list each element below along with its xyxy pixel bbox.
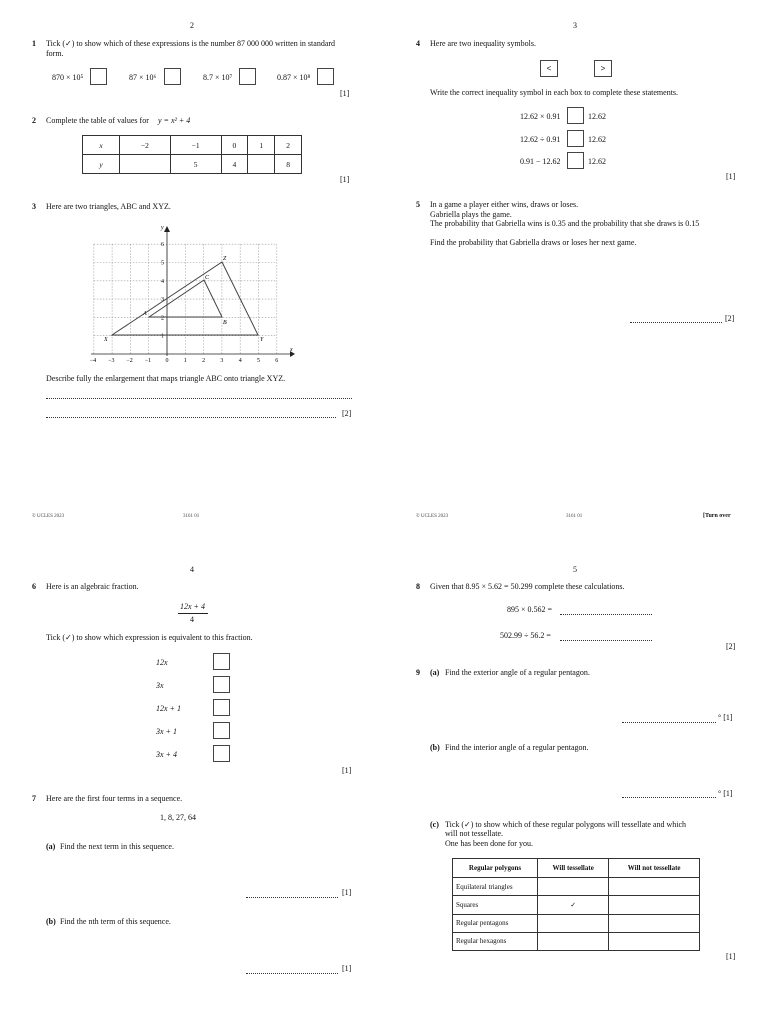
y-value: 4 bbox=[221, 155, 248, 174]
option-label: 87 × 10⁶ bbox=[129, 73, 157, 82]
footer-code: 3161 01 bbox=[566, 514, 583, 519]
question-text: Here are the first four terms in a sequence. bbox=[46, 794, 183, 803]
question-text: Complete the table of values for bbox=[46, 116, 149, 125]
tick-cell[interactable] bbox=[538, 878, 609, 896]
vertex-x-label: X bbox=[104, 337, 108, 343]
statement-left: 0.91 − 12.62 bbox=[520, 157, 561, 166]
tick-box[interactable] bbox=[213, 722, 230, 739]
question-text: Find the next term in this sequence. bbox=[60, 842, 174, 851]
question-text: Tick (✓) to show which of these expressions is the number 87 000 000 written in standard bbox=[46, 39, 336, 48]
y-answer-cell[interactable] bbox=[120, 155, 171, 174]
x-tick-label: −2 bbox=[126, 358, 133, 364]
y-tick-label: 5 bbox=[161, 260, 164, 267]
polygon-name: Equilateral triangles bbox=[453, 878, 538, 896]
part-label: (b) bbox=[46, 917, 56, 926]
x-tick-label: 1 bbox=[183, 358, 187, 364]
tick-cell[interactable] bbox=[538, 932, 609, 950]
marks: ° [1] bbox=[718, 713, 733, 722]
symbol-box[interactable] bbox=[567, 152, 584, 169]
marks: [1] bbox=[726, 952, 736, 961]
y-tick-label: 3 bbox=[161, 297, 164, 304]
answer-line[interactable] bbox=[46, 417, 336, 418]
x-tick-label: 2 bbox=[202, 358, 206, 364]
tick-cell[interactable] bbox=[609, 878, 700, 896]
axis-x-label: x bbox=[290, 347, 293, 353]
footer-copyright: © UCLES 2023 bbox=[416, 514, 449, 519]
vertex-a-label: A bbox=[143, 311, 147, 317]
marks: [2] bbox=[726, 642, 736, 651]
tick-cell[interactable] bbox=[609, 932, 700, 950]
y-tick-label: 1 bbox=[161, 333, 164, 340]
answer-line[interactable] bbox=[560, 640, 652, 641]
vertex-c-label: C bbox=[205, 275, 210, 281]
row-header-y: y bbox=[83, 155, 120, 174]
turn-over: [Turn over bbox=[703, 513, 731, 519]
question-number: 1 bbox=[32, 39, 36, 48]
tick-box[interactable] bbox=[213, 676, 230, 693]
x-tick-label: 4 bbox=[238, 358, 242, 364]
answer-line[interactable] bbox=[630, 322, 722, 323]
question-text: Find the nth term of this sequence. bbox=[60, 917, 171, 926]
option-label: 12x + 1 bbox=[156, 704, 181, 713]
tick-cell[interactable] bbox=[538, 914, 609, 932]
question-text: Find the interior angle of a regular pentagon. bbox=[445, 743, 589, 752]
x-value: 2 bbox=[275, 136, 302, 155]
marks: [1] bbox=[342, 766, 352, 775]
y-value: 5 bbox=[170, 155, 221, 174]
x-value: 0 bbox=[221, 136, 248, 155]
question-text: Gabriella plays the game. bbox=[430, 210, 512, 219]
answer-line[interactable] bbox=[46, 398, 352, 399]
page-number: 3 bbox=[573, 21, 577, 30]
equation: y = x² + 4 bbox=[158, 116, 191, 125]
header-will-not-tessellate: Will not tessellate bbox=[609, 859, 700, 878]
answer-line[interactable] bbox=[246, 973, 338, 974]
part-label: (b) bbox=[430, 743, 440, 752]
symbol-box[interactable] bbox=[567, 107, 584, 124]
statement-right: 12.62 bbox=[588, 157, 606, 166]
x-value: −1 bbox=[170, 136, 221, 155]
answer-line[interactable] bbox=[246, 897, 338, 898]
symbol-box[interactable] bbox=[567, 130, 584, 147]
question-text: Given that 8.95 × 5.62 = 50.299 complete these calculations. bbox=[430, 582, 625, 591]
x-value: 1 bbox=[248, 136, 275, 155]
question-text: Find the exterior angle of a regular pentagon. bbox=[445, 668, 590, 677]
fraction-bar bbox=[178, 613, 208, 614]
answer-line[interactable] bbox=[622, 797, 716, 798]
option-label: 3x + 1 bbox=[156, 727, 177, 736]
axis-y-label: y bbox=[161, 225, 164, 231]
greater-than-symbol: > bbox=[594, 60, 612, 77]
vertex-b-label: B bbox=[223, 320, 227, 326]
marks: [1] bbox=[342, 888, 352, 897]
part-label: (a) bbox=[46, 842, 56, 851]
header-will-tessellate: Will tessellate bbox=[538, 859, 609, 878]
marks: [2] bbox=[725, 314, 735, 323]
less-than-symbol: < bbox=[540, 60, 558, 77]
question-text: Tick (✓) to show which expression is equivalent to this fraction. bbox=[46, 633, 253, 642]
option-label: 870 × 10⁵ bbox=[52, 73, 84, 82]
part-label: (a) bbox=[430, 668, 440, 677]
sequence-terms: 1, 8, 27, 64 bbox=[160, 813, 196, 822]
x-tick-label: −4 bbox=[89, 358, 97, 364]
vertex-y-label: Y bbox=[260, 337, 264, 343]
question-text: Tick (✓) to show which of these regular polygons will tessellate and which bbox=[445, 820, 687, 829]
tessellation-table bbox=[452, 858, 700, 951]
page-number: 2 bbox=[190, 21, 194, 30]
tick-box[interactable] bbox=[213, 699, 230, 716]
tick-box[interactable] bbox=[317, 68, 334, 85]
marks: [1] bbox=[726, 172, 736, 181]
question-text: One has been done for you. bbox=[445, 839, 533, 848]
calculation: 502.99 ÷ 56.2 = bbox=[500, 631, 551, 640]
marks: [1] bbox=[340, 89, 350, 98]
statement-left: 12.62 ÷ 0.91 bbox=[520, 135, 561, 144]
tick-box[interactable] bbox=[239, 68, 256, 85]
statement-right: 12.62 bbox=[588, 135, 606, 144]
question-text: Here are two inequality symbols. bbox=[430, 39, 536, 48]
marks: [1] bbox=[340, 175, 350, 184]
fraction-denominator: 4 bbox=[190, 615, 194, 624]
x-tick-label: 0 bbox=[165, 358, 169, 364]
x-value: −2 bbox=[120, 136, 171, 155]
tick-mark: ✓ bbox=[538, 896, 609, 914]
question-text: Find the probability that Gabriella draws or loses her next game. bbox=[430, 238, 637, 247]
y-tick-label: 2 bbox=[161, 315, 164, 322]
question-text: Here are two triangles, ABC and XYZ. bbox=[46, 202, 171, 211]
question-number: 3 bbox=[32, 202, 36, 211]
question-number: 7 bbox=[32, 794, 36, 803]
question-number: 4 bbox=[416, 39, 420, 48]
question-text: form. bbox=[46, 49, 64, 58]
y-answer-cell[interactable] bbox=[248, 155, 275, 174]
x-tick-label: −1 bbox=[144, 358, 152, 364]
question-number: 8 bbox=[416, 582, 420, 591]
polygon-name: Squares bbox=[453, 896, 538, 914]
statement-right: 12.62 bbox=[588, 112, 606, 121]
x-tick-label: 5 bbox=[257, 358, 260, 364]
calculation: 895 × 0.562 = bbox=[507, 605, 553, 614]
marks: [2] bbox=[342, 409, 352, 418]
tick-box[interactable] bbox=[213, 653, 230, 670]
tick-box[interactable] bbox=[213, 745, 230, 762]
vertex-z-label: Z bbox=[223, 256, 227, 262]
question-number: 5 bbox=[416, 200, 420, 209]
page-number: 4 bbox=[190, 565, 194, 574]
tick-box[interactable] bbox=[90, 68, 107, 85]
answer-line[interactable] bbox=[622, 722, 716, 723]
question-number: 6 bbox=[32, 582, 36, 591]
fraction-numerator: 12x + 4 bbox=[180, 602, 205, 611]
footer-copyright: © UCLES 2023 bbox=[32, 514, 65, 519]
y-tick-label: 6 bbox=[161, 242, 164, 249]
y-tick-label: 4 bbox=[161, 278, 164, 285]
polygon-name: Regular pentagons bbox=[453, 914, 538, 932]
header-regular-polygons: Regular polygons bbox=[453, 859, 538, 878]
tick-cell[interactable] bbox=[609, 896, 700, 914]
option-label: 3x bbox=[156, 681, 164, 690]
tick-box[interactable] bbox=[164, 68, 181, 85]
values-table bbox=[82, 135, 302, 174]
answer-line[interactable] bbox=[560, 614, 652, 615]
question-text: will not tessellate. bbox=[445, 829, 503, 838]
x-tick-label: 6 bbox=[275, 358, 279, 364]
page-number: 5 bbox=[573, 565, 577, 574]
polygon-name: Regular hexagons bbox=[453, 932, 538, 950]
question-text: The probability that Gabriella wins is 0.35 and the probability that she draws is 0.15 bbox=[430, 219, 700, 228]
question-number: 2 bbox=[32, 116, 36, 125]
option-label: 12x bbox=[156, 658, 168, 667]
question-text: Describe fully the enlargement that maps triangle ABC onto triangle XYZ. bbox=[46, 374, 286, 383]
x-tick-label: −3 bbox=[108, 358, 115, 364]
question-number: 9 bbox=[416, 668, 420, 677]
marks: [1] bbox=[342, 964, 352, 973]
question-text: Write the correct inequality symbol in each box to complete these statements. bbox=[430, 88, 679, 97]
question-text: Here is an algebraic fraction. bbox=[46, 582, 139, 591]
question-text: In a game a player either wins, draws or loses. bbox=[430, 200, 579, 209]
footer-code: 3161 01 bbox=[183, 514, 200, 519]
coordinate-grid bbox=[85, 220, 300, 370]
option-label: 8.7 × 10⁷ bbox=[203, 73, 233, 82]
y-axis-arrow bbox=[164, 226, 170, 232]
statement-left: 12.62 × 0.91 bbox=[520, 112, 561, 121]
part-label: (c) bbox=[430, 820, 439, 829]
x-tick-label: 3 bbox=[220, 358, 224, 364]
tick-cell[interactable] bbox=[609, 914, 700, 932]
y-value: 8 bbox=[275, 155, 302, 174]
marks: ° [1] bbox=[718, 789, 733, 798]
row-header-x: x bbox=[83, 136, 120, 155]
option-label: 0.87 × 10⁸ bbox=[277, 73, 311, 82]
option-label: 3x + 4 bbox=[156, 750, 177, 759]
